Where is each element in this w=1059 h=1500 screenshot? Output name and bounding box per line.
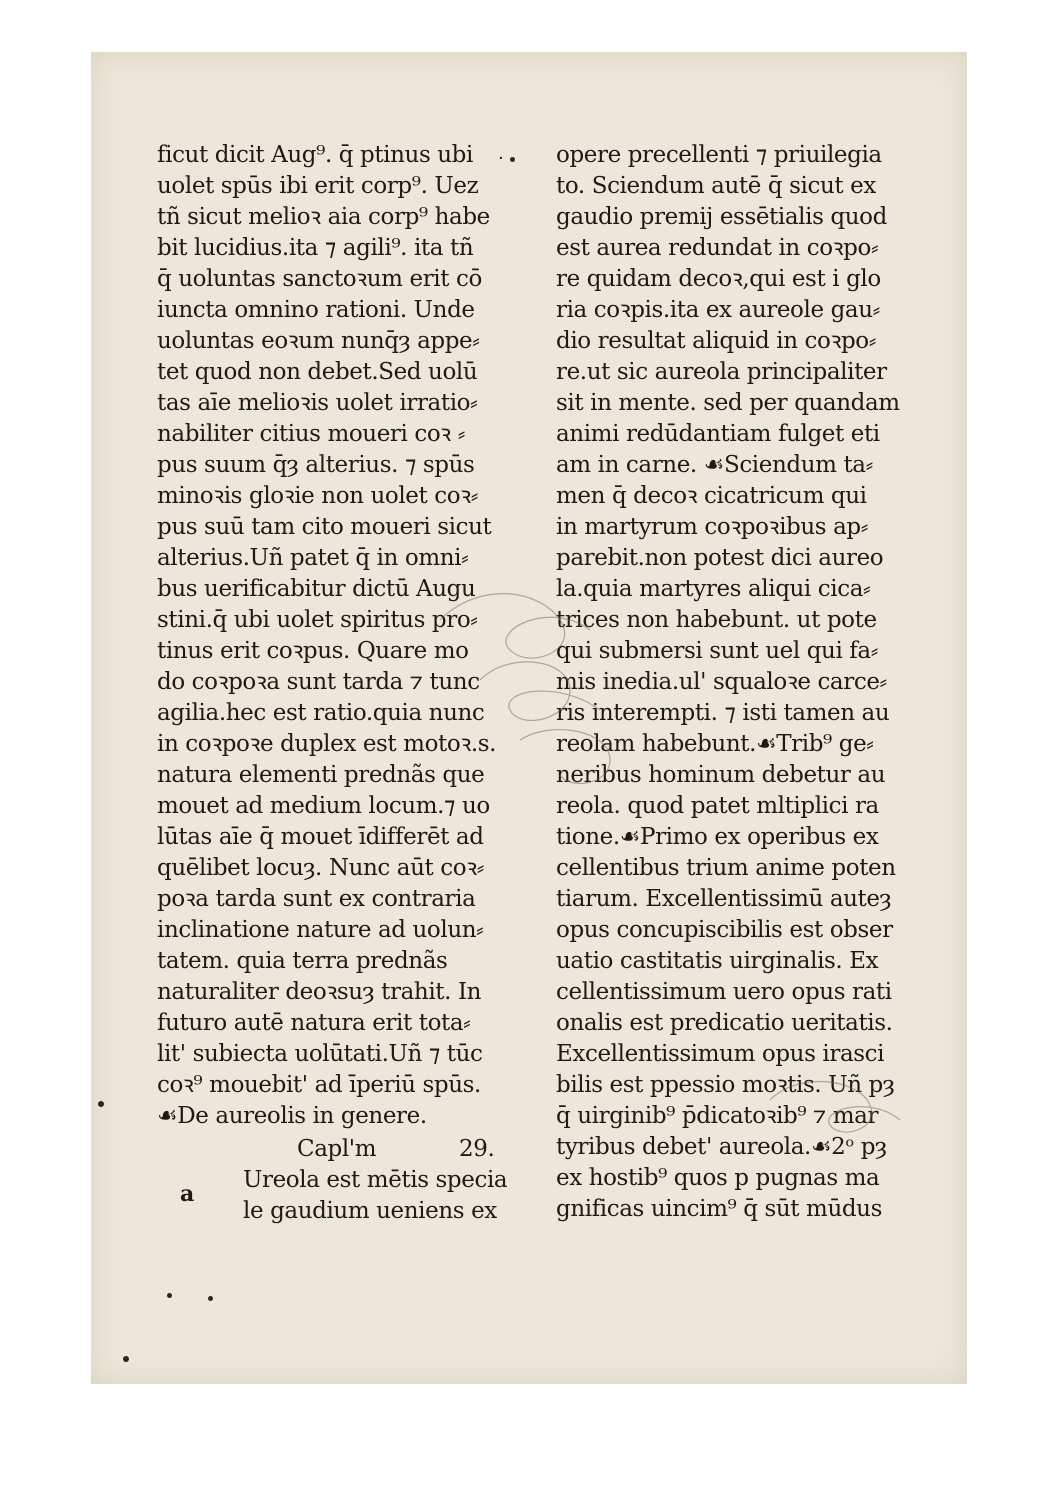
text-line: naturaliter deoꝛsuȝ trahit. In	[157, 979, 482, 1005]
text-line: in martyrum coꝛpoꝛibus ap⸗	[556, 514, 868, 540]
text-line: ris interempti. ⁊ isti tamen au	[556, 700, 890, 726]
text-line: gaudio premij essētialis quod	[556, 204, 887, 230]
text-line: nabiliter citius moueri coꝛ ⸗	[157, 421, 465, 447]
text-line: ficut dicit Aug⁹. q̄ ptinus ubi	[157, 142, 473, 168]
text-line: uatio castitatis uirginalis. Ex	[556, 948, 879, 974]
margin-dot	[123, 1356, 129, 1362]
text-line: men q̄ decoꝛ cicatricum qui	[556, 483, 867, 509]
text-line: reola. quod patet mltiplici ra	[556, 793, 879, 819]
text-line: gnificas uincim⁹ q̄ sūt mūdus	[556, 1196, 882, 1222]
text-line: tñ sicut melioꝛ aia corp⁹ habe	[157, 204, 490, 230]
paragraph-mark: a	[180, 1181, 195, 1207]
text-line: do coꝛpoꝛa sunt tarda ⁊ tunc	[157, 669, 480, 695]
text-line: pus suum q̄ȝ alterius. ⁊ spūs	[157, 452, 475, 478]
text-line: bit lucidius.ita ⁊ agili⁹. ita tñ	[157, 235, 474, 261]
text-line: bus uerificabitur dictū Augu	[157, 576, 476, 602]
text-line: tatem. quia terra prednãs	[157, 948, 448, 974]
text-line: cellentibus trium anime poten	[556, 855, 896, 881]
text-line: re quidam decoꝛ,qui est i glo	[556, 266, 881, 292]
margin-dot	[510, 157, 515, 162]
text-line: mis inedia.ul' squaloꝛe carce⸗	[556, 669, 887, 695]
text-line: tiarum. Excellentissimū auteȝ	[556, 886, 892, 912]
text-line: neribus hominum debetur au	[556, 762, 886, 788]
text-line: q̄ uirginib⁹ p̄dicatoꝛib⁹ ⁊ mar	[556, 1103, 879, 1129]
text-line: q̄ uoluntas sanctoꝛum erit cō	[157, 266, 482, 292]
text-line: opus concupiscibilis est obser	[556, 917, 893, 943]
text-line: tet quod non debet.Sed uolū	[157, 359, 478, 385]
text-line: bilis est ppessio moꝛtis. Uñ pȝ	[556, 1072, 895, 1098]
text-line: animi redūdantiam fulget eti	[556, 421, 880, 447]
text-line: alterius.Uñ patet q̄ in omni⸗	[157, 545, 469, 571]
text-line: stini.q̄ ubi uolet spiritus pro⸗	[157, 607, 478, 633]
text-line: uoluntas eoꝛum nunq̄ȝ appe⸗	[157, 328, 480, 354]
right-text-column	[556, 140, 901, 1225]
text-line: to. Sciendum autē q̄ sicut ex	[556, 173, 876, 199]
text-line: lūtas aīe q̄ mouet īdifferēt ad	[157, 824, 484, 850]
text-line: mouet ad medium locum.⁊ uo	[157, 793, 490, 819]
text-line: qui submersi sunt uel qui fa⸗	[556, 638, 878, 664]
text-line: parebit.non potest dici aureo	[556, 545, 884, 571]
text-line: uolet spūs ibi erit corp⁹. Uez	[157, 173, 479, 199]
chapter-number: 29.	[459, 1136, 495, 1162]
text-line: est aurea redundat in coꝛpo⸗	[556, 235, 879, 261]
text-line: in coꝛpoꝛe duplex est motoꝛ.s.	[157, 731, 497, 757]
chapter-heading	[157, 1134, 502, 1165]
text-line: re.ut sic aureola principaliter	[556, 359, 887, 385]
text-line: opere precellenti ⁊ priuilegia	[556, 142, 882, 168]
text-line: onalis est predicatio ueritatis.	[556, 1010, 893, 1036]
text-line: reolam habebunt.☙Trib⁹ ge⸗	[556, 731, 874, 757]
text-line: Ureola est mētis specia	[243, 1167, 508, 1193]
text-line: iuncta omnino rationi. Unde	[157, 297, 475, 323]
text-line: tione.☙Primo ex operibus ex	[556, 824, 879, 850]
margin-dot	[98, 1101, 104, 1107]
text-line: tas aīe melioꝛis uolet irratio⸗	[157, 390, 478, 416]
text-line: cellentissimum uero opus rati	[556, 979, 892, 1005]
text-line: ria coꝛpis.ita ex aureole gau⸗	[556, 297, 880, 323]
text-line: minoꝛis gloꝛie non uolet coꝛ⸗	[157, 483, 478, 509]
text-line: natura elementi prednãs que	[157, 762, 485, 788]
text-line: lit' subiecta uolūtati.Uñ ⁊ tūc	[157, 1041, 483, 1067]
section-heading: ☙De aureolis in genere.	[157, 1103, 427, 1129]
text-line: tyribus debet' aureola.☙2ᵒ pȝ	[556, 1134, 887, 1160]
text-line: sit in mente. sed per quandam	[556, 390, 900, 416]
text-line: am in carne. ☙Sciendum ta⸗	[556, 452, 873, 478]
text-line: Excellentissimum opus irasci	[556, 1041, 885, 1067]
text-line: trices non habebunt. ut pote	[556, 607, 877, 633]
text-line: quēlibet locuȝ. Nunc aūt coꝛ⸗	[157, 855, 484, 881]
text-line: la.quia martyres aliqui cica⸗	[556, 576, 871, 602]
text-line: pus suū tam cito moueri sicut	[157, 514, 492, 540]
text-line: inclinatione nature ad uolun⸗	[157, 917, 484, 943]
left-text-column	[157, 140, 508, 1227]
margin-dot	[208, 1296, 213, 1301]
text-line: ex hostib⁹ quos p pugnas ma	[556, 1165, 880, 1191]
chapter-label: Capl'm	[297, 1136, 377, 1162]
text-line: dio resultat aliquid in coꝛpo⸗	[556, 328, 877, 354]
text-line: futuro autē natura erit tota⸗	[157, 1010, 471, 1036]
text-line: tinus erit coꝛpus. Quare mo	[157, 638, 469, 664]
text-line: le gaudium ueniens ex	[243, 1198, 497, 1224]
text-line: coꝛ⁹ mouebit' ad īperiū spūs.	[157, 1072, 481, 1098]
text-line: agilia.hec est ratio.quia nunc	[157, 700, 485, 726]
margin-dot: ·	[498, 148, 504, 169]
text-line: poꝛa tarda sunt ex contraria	[157, 886, 476, 912]
margin-dot	[167, 1293, 172, 1298]
